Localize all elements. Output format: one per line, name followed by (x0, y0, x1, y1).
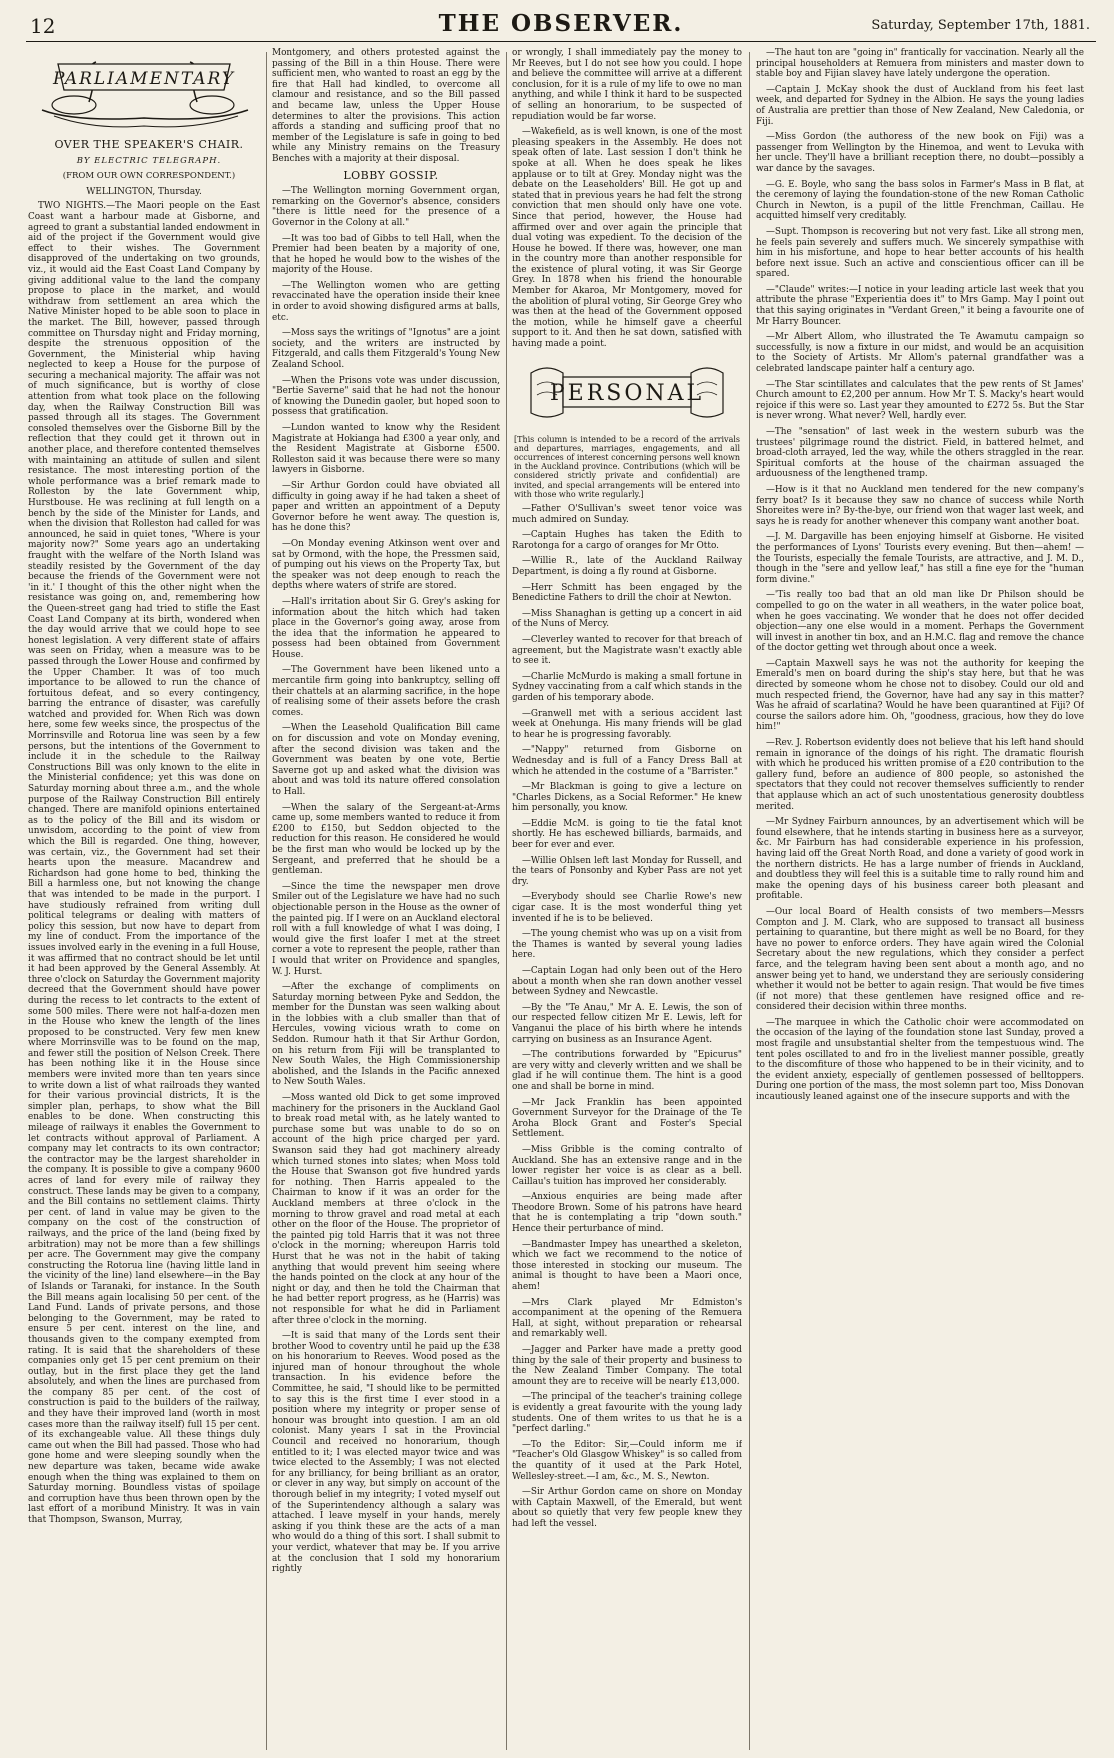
paragraph: —Willie Ohlsen left last Monday for Russell, and the tears of Ponsonby and Kyber Pass are not yet dry. (512, 855, 742, 887)
paragraph: —Charlie McMurdo is making a small fortune in Sydney vaccinating from a calf which stands in the garden of his temporary abode. (512, 671, 742, 703)
paragraph: —J. M. Dargaville has been enjoying himself at Gisborne. He visited the performances of Lyons' Tourists every evening. But then—ahem! —the Tourists, especially the female Tourists, are attractive, and J. M. D., though in the "sere and yellow leaf," has still a fine eye for the "human form divine." (756, 532, 1084, 585)
paragraph: —Sir Arthur Gordon came on shore on Monday with Captain Maxwell, of the Emerald, but went about so quietly that very few people knew they had left the vessel. (512, 1487, 742, 1529)
paragraph: —Supt. Thompson is recovering but not very fast. Like all strong men, he feels pain severely and suffers much. We sincerely sympathise with him in his misfortune, and hope to hear better accounts of his health before next issue. Such an active and conscientious officer can ill be spared. (756, 226, 1084, 280)
paragraph: —Everybody should see Charlie Rowe's new cigar case. It is the most wonderful thing yet invented if he is to be believed. (512, 892, 742, 924)
continued-paragraph: or wrongly, I shall immediately pay the money to Mr Reeves, but I do not see how you could. I hope and believe the committee will arrive at a different conclusion, for it is a rule of my life to owe no man anything, and while I think it hard to be suspected of selling an honorarium, to be suspected of repudiation would be far worse. (512, 48, 742, 122)
paragraph: —"Nappy" returned from Gisborne on Wednesday and is full of a Fancy Dress Ball at which he attended in the costume of a "Barrister." (512, 745, 742, 777)
paragraph: —The Government have been likened unto a mercantile firm going into bankruptcy, selling off their chattels at an alarming sacrifice, in the hope of realising some of their assets before the crash comes. (272, 665, 500, 718)
paragraph: —The Star scintillates and calculates that the pew rents of St James' Church amount to £2,200 per annum. How Mr T. S. Macky's heart would rejoice if this were so. Last year they amounted to £272 5s. But the Star is never wrong. What never? Well, hardly ever. (756, 379, 1084, 422)
paragraph: —Our local Board of Health consists of two members—Messrs Compton and J. M. Clark, who are supposed to transact all business pertaining to quarantine, but there might as well be no Board, for they have no power to enforce orders. They have again wired the Colonial Secretary about the new regulations, which they consider a perfect farce, and the telegram having been sent about a month ago, and no answer being yet to hand, we understand they are seriously considering whether it would not be better to again resign. That would be five times (if not more) that these gentlemen have resigned office and re-considered their decision within three months. (756, 906, 1084, 1013)
source-line: (FROM OUR OWN CORRESPONDENT.) (62, 171, 236, 182)
paragraph: —When the Leasehold Qualification Bill came on for discussion and vote on Monday evening, after the second division was taken and the Government was beaten by one vote, Bertie Saverne got up and asked what the division was about and was told its nature offered consolation to Hall. (272, 723, 500, 797)
paragraph: —"Claude" writes:—I notice in your leading article last week that you attribute the phrase "Experientia does it" to Mrs Gamp. May I point out that this saying originates in "Verdant Green," it being a favourite one of Mr Harry Bouncer. (756, 284, 1084, 327)
paragraph: —Eddie McM. is going to tie the fatal knot shortly. He has eschewed billiards, barmaids, and beer for ever and ever. (512, 818, 742, 851)
paragraph: —The Wellington women who are getting revaccinated have the operation inside their knee in order to avoid showing disfigured arms at balls, etc. (272, 280, 500, 323)
paragraph: —Moss wanted old Dick to get some improved machinery for the prisoners in the Auckland Gaol to break road metal with, as he lately wanted to purchase some but was unable to do so on account of the high price charged per yard. Swanson said they had got machinery already which turned stones into slates; when Moss told the House that Swanson got five hundred yards for nothing. Then Harris appealed to the Chairman to know if it was an order for the Auckland members at three o'clock in the morning to throw gravel and road metal at each other on the floor of the House. The proprietor of the painted pig told Harris that it was not three o'clock in the morning; whereupon Harris told Hurst that he was not in the habit of taking anything that would prevent him seeing where the hands pointed on the clock at any hour of the night or day, and then he told the Chairman that he had better report progress, as he (Harris) was not responsible for what he did in Parliament after three o'clock in the morning. (272, 1093, 500, 1326)
lead-phrase: TWO NIGHTS. (38, 201, 107, 212)
paragraph: —Wakefield, as is well known, is one of the most pleasing speakers in the Assembly. He does not speak often of late. Last session I don't think he spoke at all. When he does speak he likes applause or to tilt at Grey. Monday night was the debate on the Leaseholders' Bill. He got up and stated that in previous years he had felt the strong conviction that men should only have one vote. Since that period, however, the House had affirmed over and over again the principle that dual voting was expedient. To the decision of the House he bowed. If there was, however, one man in the country more than another responsible for the existence of plural voting, it was Sir George Grey. In 1878 when his friend the honourable Member for Akaroa, Mr Montgomery, moved for the abolition of plural voting, Sir George Grey who was then at the head of the Government opposed the motion, while he himself gave a cheerful support to it. And then he sat down, satisfied with having made a point. (512, 127, 742, 350)
dateline: WELLINGTON, Thursday. (86, 186, 202, 197)
paragraph: —Mrs Clark played Mr Edmiston's accompaniment at the opening of the Remuera Hall, at sight, without preparation or rehearsal and remarkably well. (512, 1297, 742, 1340)
paragraph: —To the Editor: Sir,—Could inform me if "Teacher's Old Glasgow Whiskey" is so called from the quantity of it used at the Park Hotel, Wellesley-street.—I am, &c., M. S., Newton. (512, 1439, 742, 1482)
column-2 (272, 48, 500, 1748)
paragraph: —Captain J. McKay shook the dust of Auckland from his feet last week, and departed for Sydney in the Albion. He says the young ladies of Australia are prettier than those of New Zealand, New Caledonia, or Fiji. (756, 84, 1084, 127)
paragraph: —Sir Arthur Gordon could have obviated all difficulty in going away if he had taken a sheet of paper and written an appointment of a Deputy Governor before he went away. The question is, has he done this? (272, 480, 500, 534)
byline: BY ELECTRIC TELEGRAPH. (76, 155, 222, 166)
paragraph: —The principal of the teacher's training college is evidently a great favourite with the young lady students. One of them writes to us that he is a "perfect darling." (512, 1392, 742, 1435)
paragraph: —Mr Jack Franklin has been appointed Government Surveyor for the Drainage of the Te Aroha Block Grant and Foster's Special Settlement. (512, 1097, 742, 1140)
section-title: OVER THE SPEAKER'S CHAIR. (54, 138, 244, 151)
continued-paragraph: Montgomery, and others protested against the passing of the Bill in a thin House. There were sufficient men, who wanted to roast an egg by the fire that Hall had kindled, to overcome all clamour and resistance, and so the Bill passed and became law, unless the Upper House determines to alter the provisions. This action affords a standing and sufficing proof that no member of the Legislature is safe in going to bed while any Ministry remains on the Treasury Benches with a majority at their disposal. (272, 48, 500, 164)
personal-banner-text: PERSONAL (549, 380, 705, 406)
paragraph: —Bandmaster Impey has unearthed a skeleton, which we fact we recommend to the notice of those interested in stocking our museum. The animal is thought to have been a Maori once, ahem! (512, 1239, 742, 1293)
paragraph: —On Monday evening Atkinson went over and sat by Ormond, with the hope, the Pressmen said, of pumping out his views on the Property Tax, but the speaker was not deep enough to reach the depths where waters of strife are stored. (272, 538, 500, 592)
geese-banner-illustration (34, 50, 254, 134)
paragraph: —When the Prisons vote was under discussion, "Bertie Saverne" said that he had not the honour of knowing the Dunedin gaoler, but hoped soon to possess that gratification. (272, 375, 500, 418)
paragraph: —Herr Schmitt has been engaged by the Benedictine Fathers to drill the choir at Newton. (512, 582, 742, 604)
parliament-body (28, 201, 260, 1525)
paragraph: —Willie R., late of the Auckland Railway Department, is doing a fly round at Gisborne. (512, 556, 742, 578)
parliament-text: —The Maori people on the East Coast want a harbour made at Gisborne, and agreed to grant a substantial landed endowment in aid of the project if the Government would give effect to their wishes. The Government disapproved of the undertaking on two grounds, viz., it would aid the East Coast Land Company by giving additional value to the land the company propose to place in the market, and would withdraw from settlement an area which the Native Minister hoped to be able soon to place in the market. The Bill, however, passed through committee on Thursday night and Friday morning, despite the strenuous opposition of the Government, the Ministerial whip having neglected to keep a House for the purpose of securing a mechanical majority. The affair was not of much significance, but is worthy of close attention from what took place on the following day, when the Railway Construction Bill was passed through all its stages. The Government consoled themselves over the Gisborne Bill by the reflection that they could get it thrown out in another place, and therefore contented themselves with maintaining an attitude of sullen and silent resistance. The most interesting portion of the whole performance was a brief remark made to Rolleston by the late Government whip, Hurstbouse. He was reclining at full length on a bench by the side of the Minister for Lands, and when the division that Rolleston had called for was announced, he said in quiet tones, "Where is your majority now?" Some years ago an undertaking fraught with the welfare of the North Island was steadily resisted by the Government of the day because the friends of the Government were not 'in it.' I thought of this the other night when the resistance was going on, and, remembering how the Queen-street gang had tried to stifle the East Coast Land Company at its birth, wondered when the day would arrive that we could hope to see honest legislation. A very different state of affairs was seen on Friday, when a measure was to be passed through the Lower House and confirmed by the Upper Chamber. It was of too much importance to be allowed to run the chance of fortuitous defeat, and so every contingency, barring the entrance of disaster, was carefully watched and provided for. When Rich was down here, some few weeks since, the prospectus of the Morrinsville and Rotorua line was seen by a few persons, but the intentions of the Government to include it in the schedule to the Railway Constructions Bill was only known to the elite in the Ministerial confidence; yet this was done on Saturday morning about three a.m., and the whole purpose of the Railway Construction Bill entirely changed. There are manifold opinions entertained as to the policy of the Bill and its wisdom or unwisdom, according to the point of view from which the Bill is regarded. One thing, however, was certain, viz., the Government had set their hearts upon the measure. Macandrew and Richardson had gone home to bed, thinking the Bill a harmless one, but not knowing the change that was intended to be made in the purport. I have studiously refrained from writing dull political telegrams or dealing with matters of policy this session, but now have to depart from my line of conduct. From the importance of the issues involved early in the evening in a full House, it was affirmed that no contract should be let until it had been approved by the General Assembly. At three o'clock on Saturday the Government majority decreed that the Government should have power during the recess to let contracts to the extent of some 500 miles. There were not half-a-dozen men in the House who knew the length of the lines proposed to be constructed. Very few men knew where Morrinsville was to be found on the map, and fewer still the position of Nelson Creek. There has been nothing like it in the House since members were invited more than ten years since to write down a list of what railroads they wanted for their various provincial districts, It is the simpler plan, perhaps, to show what the Bill enables to be done. When constructing this mileage of railways it enables the Government to let contracts without approval of Parliament. A company may let contracts to its own contractor; the contractor may be the largest shareholder in the company. It is possible to give a company 9600 acres of land for every mile of railway they construct. These lands may be given to a company, and the Bill contains no settlement claims. Thirty per cent. of land in value may be given to the company on the cost of the construction of railways, and the price of the land (being fixed by arbitration) may not be more than a few shillings per acre. The Government may give the company constructing the Rotorua line (having little land in the vicinity of the line) land elsewhere—in the Bay of Islands or Taranaki, for instance. In the South the Bill means again localising 50 per cent. of the Land Fund. Lands of private persons, and those belonging to the Government, may be rated to ensure 5 per cent. interest on the line, and thousands given to the company exempted from rating. It is said that the shareholders of these companies only get 15 per cent premium on their outlay, but in the first place they get the land absolutely, and when the lines are purchased from the company 85 per cent. of the cost of construction is paid to the builders of the railway, and they have their improved land (worth in most cases more than the railway itself) full 15 per cent. of its exchangeable value. All these things duly came out when the Bill had passed. Those who had gone home and were sleeping soundly when the new departure was taken, became wide awake enough when the thing was explained to them on Saturday morning. Boundless vistas of spoilage and corruption have thus been thrown open by the last effort of a moribund Ministry. It was in vain that Thompson, Swanson, Murray, (28, 201, 260, 1525)
paragraph: —The contributions forwarded by "Epicurus" are very witty and cleverly written and we shall be glad if he will continue them. The hint is a good one and shall be borne in mind. (512, 1050, 742, 1092)
column-4 (756, 48, 1084, 1748)
paragraph: —It is said that many of the Lords sent their brother Wood to coventry until he paid up the £38 on his honorarium to Reeves. Wood posed as the injured man of honour throughout the whole transaction. In his evidence before the Committee, he said, "I should like to be permitted to say this is the first time I ever stood in a position where my integrity or proper sense of honour was brought into question. I am an old colonist. Many years I sat in the Provincial Council and received no honorarium, though entitled to it; I was elected mayor twice and was twice elected to the Assembly; I was not elected for any brilliancy, for being brilliant as an orator, or clever in any way, but simply on account of the thorough belief in my integrity; I voted myself out of the Superintendency although a salary was attached. I leave myself in your hands, merely asking if you think these are the acts of a man who would do a thing of this sort. I shall submit to your verdict, whatever that may be. If you arrive at the conclusion that I sold my honorarium rightly (272, 1331, 500, 1575)
paragraph: —The young chemist who was up on a visit from the Thames is wanted by several young ladies here. (512, 929, 742, 961)
issue-date: Saturday, September 17th, 1881. (871, 18, 1090, 33)
masthead (26, 8, 1096, 42)
paragraph: —Miss Gordon (the authoress of the new book on Fiji) was a passenger from Wellington by the Hinemoa, and went to Levuka with her uncle. They'll have a brilliant reception there, no doubt—possibly a war dance by the savages. (756, 132, 1084, 174)
paragraph: —Cleverley wanted to recover for that breach of agreement, but the Magistrate wasn't exactly able to see it. (512, 634, 742, 667)
column-rule (266, 52, 267, 1750)
page-number: 12 (30, 14, 56, 38)
paper-title: THE OBSERVER. (438, 10, 684, 37)
personal-banner-illustration (517, 355, 737, 429)
paragraph: —Captain Maxwell says he was not the authority for keeping the Emerald's men on board during the ship's stay here, but that he was directed by someone whom he chose not to disobey. Could our old and much respected friend, the Governor, have had any say in this matter? Was he afraid of scarlatina? Would he have been quarantined at Fiji? Of course the sailors adore him. Oh, "goodness, gracious, how they do love him!" (756, 658, 1084, 733)
paragraph: —Lundon wanted to know why the Resident Magistrate at Hokianga had £300 a year only, and the Resident Magistrate at Gisborne £500. Rolleston said it was because there were so many lawyers in Gisborne. (272, 423, 500, 476)
column-1 (28, 48, 260, 1748)
paragraph: —After the exchange of compliments on Saturday morning between Pyke and Seddon, the member for the Dunstan was seen walking about in the lobbies with a club smaller than that of Hercules, vowing vicious wrath to come on Seddon. Rumour hath it that Sir Arthur Gordon, on his return from Fiji will be transplanted to New South Wales, the High Commissionership abolished, and the Islands in the Pacific annexed to New South Wales. (272, 982, 500, 1088)
paragraph: —Anxious enquiries are being made after Theodore Brown. Some of his patrons have heard that he is contemplating a trip "down south." Hence their perturbance of mind. (512, 1192, 742, 1235)
paragraph: —How is it that no Auckland men tendered for the new company's ferry boat? Is it because they saw no chance of success while North Shoreites were in? By-the-bye, our friend won that wager last week, and says he is ready for another whenever this company want another boat. (756, 484, 1084, 527)
paragraph: —The Wellington morning Government organ, remarking on the Governor's absence, considers "there is little need for the presence of a Governor in the Colony at all." (272, 186, 500, 228)
paragraph: —Moss says the writings of "Ignotus" are a joint society, and the writers are instructed by Fitzgerald, and calls them Fitzgerald's Young New Zealand School. (272, 328, 500, 371)
paragraph: —By the "Te Anau," Mr A. E. Lewis, the son of our respected fellow citizen Mr E. Lewis, left for Vanganui the place of his birth where he intends carrying on business as an Insurance Agent. (512, 1002, 742, 1045)
paragraph: —The haut ton are "going in" frantically for vaccination. Nearly all the principal householders at Remuera from ministers and master down to stable boy and Fijian slavey have lately undergone the operation. (756, 48, 1084, 80)
paragraph: —Captain Logan had only been out of the Hero about a month when she ran down another vessel between Sydney and Newcastle. (512, 966, 742, 998)
paragraph: —G. E. Boyle, who sang the bass solos in Farmer's Mass in B flat, at the ceremony of laying the foundation-stone of the new Roman Catholic Church in Newton, is a pupil of the little Frenchman, Caillau. He acquitted himself very creditably. (756, 179, 1084, 222)
paragraph: —Jagger and Parker have made a pretty good thing by the sale of their property and business to the New Zealand Timber Company. The total amount they are to receive will be nearly £13,000. (512, 1345, 742, 1387)
personal-list-continued (756, 48, 1084, 1103)
paragraph: —Granwell met with a serious accident last week at Onehunga. His many friends will be glad to hear he is progressing favorably. (512, 708, 742, 740)
paragraph: —Captain Hughes has taken the Edith to Rarotonga for a cargo of oranges for Mr Otto. (512, 530, 742, 551)
paragraph: —When the salary of the Sergeant-at-Arms came up, some members wanted to reduce it from £200 to £150, but Seddon objected to the reduction for this reason. He considered he would be the first man who would be locked up by the Sergeant, and preferred that he should be a gentleman. (272, 802, 500, 877)
paragraph: —Mr Sydney Fairburn announces, by an advertisement which will be found elsewhere, that he intends starting in business here as a surveyor, &c. Mr Fairburn has had considerable experience in his profession, having laid off the Great North Road, and done a variety of good work in the northern districts. He has a large number of friends in Auckland, and doubtless they will feel this is a suitable time to rally round him and make the opening days of his business career both pleasant and profitable. (756, 817, 1084, 902)
paragraph: —It was too bad of Gibbs to tell Hall, when the Premier had been beaten by a majority of one, that he hoped he would bow to the wishes of the majority of the House. (272, 233, 500, 276)
paragraph: —Miss Gribble is the coming contralto of Auckland. She has an extensive range and in the lower register her voice is as clear as a bell. Caillau's tuition has improved her considerably. (512, 1144, 742, 1187)
personal-list (512, 504, 742, 1529)
paragraph: —The marquee in which the Catholic choir were accommodated on the occasion of the laying of the foundation stone last Sunday, proved a most fragile and unsubstantial shelter from the tempestuous wind. The tent poles oscillated to and fro in the liveliest manner possible, greatly to the discomfiture of those who happened to be in their vicinity, and to the evident anxiety, especially of gentlemen possessed of belltoppers. During one portion of the mass, the most solemn part too, Miss Donovan incautiously leaned against one of the insecure supports and with the (756, 1017, 1084, 1103)
personal-note: [This column is intended to be a record of the arrivals and departures, marriages, engagements, and all occurrences of interest concerning persons well known in the Auckland province. Contributions (which will be considered strictly private and confidential) are invited, and special arrangements will be entered into with those who write regularly.] (514, 434, 740, 499)
personal-banner (512, 355, 742, 429)
lobby-gossip-list (272, 186, 500, 1575)
paragraph: —Hall's irritation about Sir G. Grey's asking for information about the hitch which had taken place in the Governor's going away, arose from the idea that the information he appeared to possess had been obtained from Government House. (272, 596, 500, 660)
paragraph: —Mr Blackman is going to give a lecture on "Charles Dickens, as a Social Reformer." He knew him personally, you know. (512, 782, 742, 814)
paragraph: —'Tis really too bad that an old man like Dr Philson should be compelled to go on the water in all weathers, in the water police boat, when he goes vaccinating. We wonder that he does not offer decided objection—any one else would in a moment. Perhaps the Government will invest in another tin box, and an H.M.C. flag and remove the chance of the doctor getting wet through about once a week. (756, 590, 1084, 654)
paragraph: —Father O'Sullivan's sweet tenor voice was much admired on Sunday. (512, 504, 742, 525)
banner-text: PARLIAMENTARY (52, 69, 236, 89)
column-rule (506, 52, 507, 1750)
paragraph: —Mr Albert Allom, who illustrated the Te Awamutu campaign so successfully, is now a fixture in our midst, and would be an acquisition to the Society of Artists. Mr Allom's paternal grandfather was a celebrated landscape painter half a century ago. (756, 332, 1084, 375)
paragraph: —Since the time the newspaper men drove Smiler out of the Legislature we have had no such objectionable person in the House as the owner of the painted pig. If I were on an Auckland electoral roll with a full knowledge of what I was doing, I would give the first loafer I met at the street corner a vote to represent the people, rather than I would that writer on Providence and spangles, W. J. Hurst. (272, 881, 500, 977)
column-rule (749, 52, 750, 1750)
gossip-list (512, 127, 742, 349)
lobby-gossip-heading: LOBBY GOSSIP. (343, 168, 439, 182)
paragraph: —Miss Shanaghan is getting up a concert in aid of the Nuns of Mercy. (512, 608, 742, 630)
paragraph: —The "sensation" of last week in the western suburb was the trustees' pilgrimage round the district. Field, in battered helmet, and broad-cloth arrayed, led the way, while the others straggled in the rear. Spiritual comforts at the house of the chairman assuaged the arduousness of the lengthened tramp. (756, 427, 1084, 480)
column-3 (512, 48, 742, 1748)
paragraph: —Rev. J. Robertson evidently does not believe that his left hand should remain in ignorance of the doings of his right. The dramatic flourish with which he produced his written promise of a £20 contribution to the gallery fund, before an audience of 800 people, so astonished the spectators that they could not recover themselves sufficiently to render that applause which an act of such unostentatious generosity doubtless merited. (756, 738, 1084, 812)
parliamentary-banner (28, 50, 260, 134)
